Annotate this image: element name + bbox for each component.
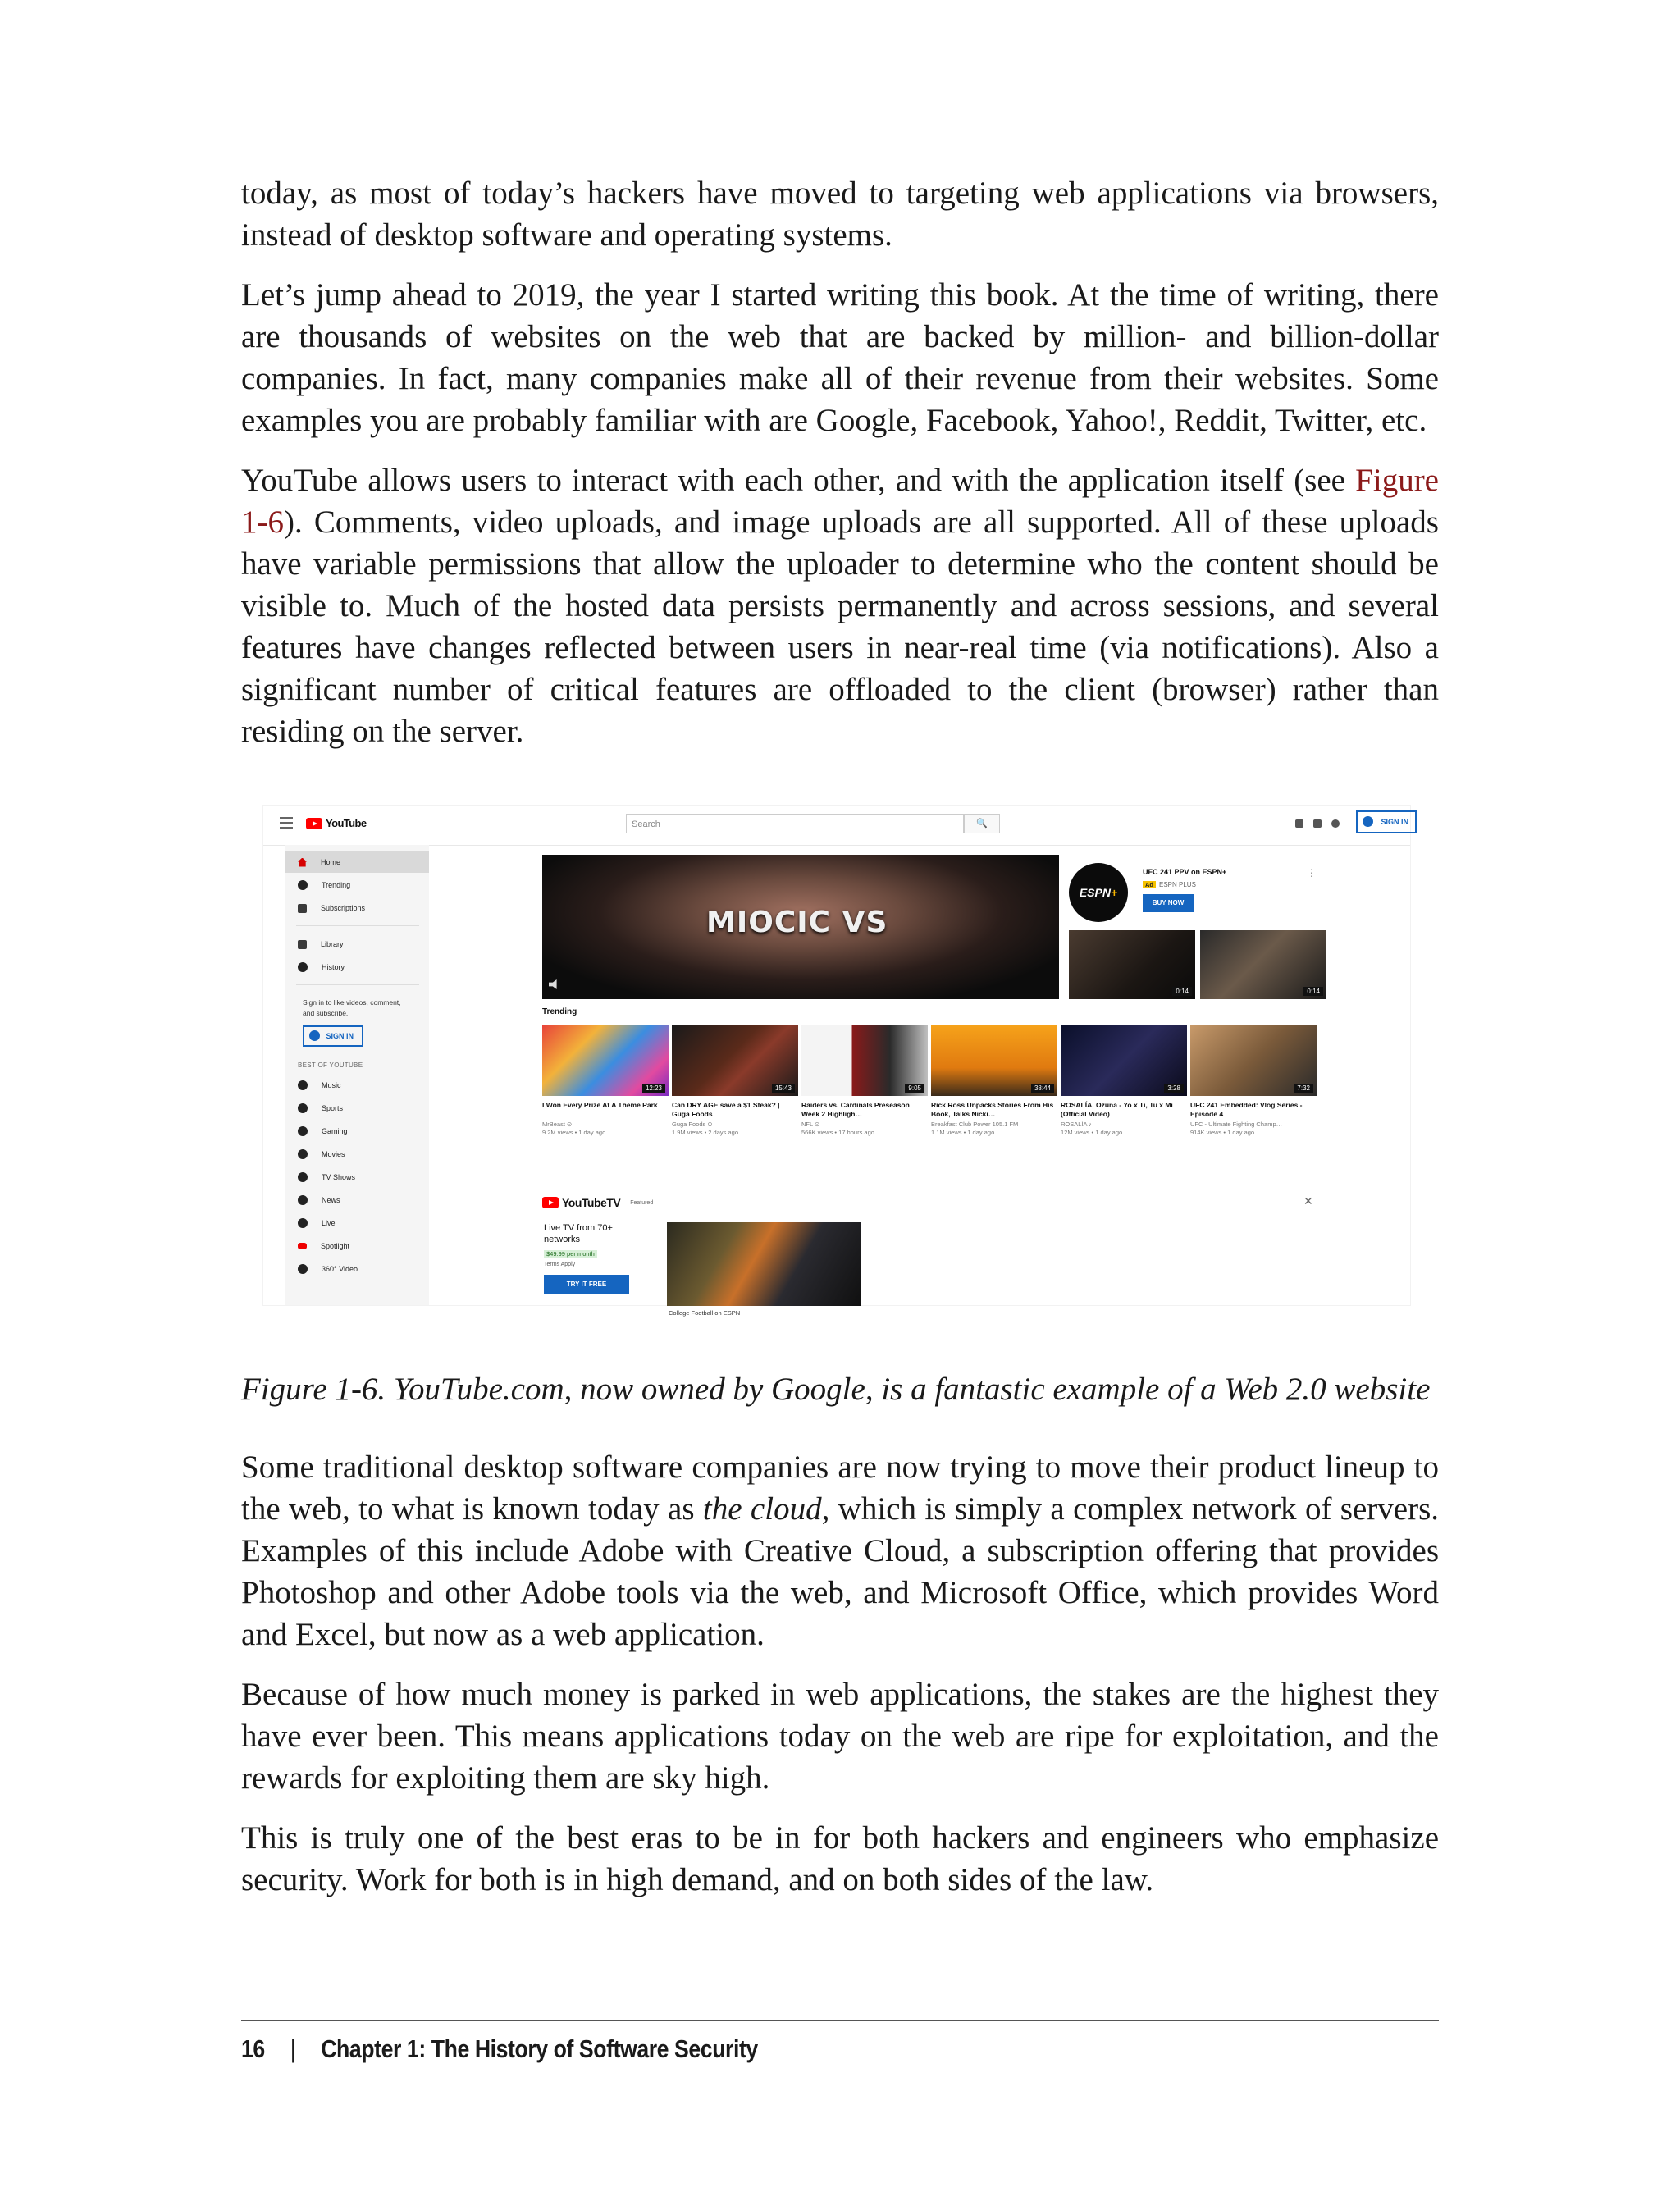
- footer-separator: |: [290, 2034, 296, 2063]
- close-icon[interactable]: ✕: [1303, 1194, 1313, 1208]
- sidebar-item-subscriptions[interactable]: [285, 897, 429, 919]
- subscriptions-icon: [298, 904, 307, 913]
- video-title[interactable]: I Won Every Prize At A Theme Park: [542, 1101, 658, 1109]
- video-meta: [1190, 1121, 1313, 1137]
- video-channel[interactable]: MrBeast ⊙: [542, 1121, 573, 1128]
- ad-title: UFC 241 PPV on ESPN+: [1143, 868, 1227, 876]
- figure-container: [241, 765, 1439, 1368]
- movies-icon: [298, 1149, 308, 1159]
- duration-badge: 0:14: [1172, 987, 1192, 996]
- sidebar-item-label: Live: [322, 1219, 336, 1227]
- yt-sidebar: [285, 845, 429, 1305]
- search-icon[interactable]: 🔍: [964, 814, 1000, 833]
- sports-icon: [298, 1103, 308, 1113]
- video-channel[interactable]: UFC - Ultimate Fighting Champ…: [1190, 1121, 1283, 1128]
- duration-badge: 7:32: [1294, 1084, 1313, 1093]
- video-stats: 1.1M views • 1 day ago: [931, 1129, 995, 1136]
- page-body: [241, 172, 1439, 1919]
- tv-headline: Live TV from 70+ networks: [544, 1223, 613, 1244]
- espn-logo-text: ESPN: [1079, 886, 1111, 899]
- spotlight-icon: [298, 1243, 307, 1249]
- trending-heading: Trending: [542, 1007, 578, 1016]
- video-thumbnail[interactable]: [1061, 1025, 1187, 1096]
- yt-top-bar: [263, 806, 1410, 846]
- sidebar-item-tv-shows[interactable]: [285, 1166, 429, 1188]
- yt-sign-in-top-label: SIGN IN: [1381, 818, 1408, 826]
- video-title[interactable]: UFC 241 Embedded: Vlog Series - Episode 4: [1190, 1101, 1303, 1118]
- sidebar-item-label: Spotlight: [321, 1242, 350, 1250]
- hamburger-menu-icon[interactable]: [280, 817, 293, 829]
- video-thumbnail[interactable]: [931, 1025, 1057, 1096]
- ad-channel: ESPN PLUS: [1159, 881, 1196, 888]
- video-stats: 566K views • 17 hours ago: [801, 1129, 874, 1136]
- paragraph-2: Let’s jump ahead to 2019, the year I started writing this book. At the time of writing, there are thousands of websites on the web that are backed by million- and billion-dollar companies. In fact, many companies make all of their revenue from their websites. Some examples you are probably familiar with are Google, Facebook, Yahoo!, Reddit, Twitter, etc.: [241, 277, 1439, 438]
- hero-title: MIOCIC VS: [706, 906, 888, 939]
- video-meta: [801, 1121, 924, 1137]
- video-title[interactable]: ROSALÍA, Ozuna - Yo x Ti, Tu x Mi (Official Video): [1061, 1101, 1173, 1118]
- sidebar-item-history[interactable]: [285, 956, 429, 978]
- video-stats: 1.9M views • 2 days ago: [672, 1129, 738, 1136]
- espn-logo-plus: +: [1110, 886, 1118, 899]
- sidebar-item-label: Movies: [322, 1150, 345, 1158]
- video-title[interactable]: Raiders vs. Cardinals Preseason Week 2 Highligh…: [801, 1101, 910, 1118]
- sidebar-item-360-video[interactable]: [285, 1258, 429, 1280]
- sidebar-divider: [296, 984, 419, 985]
- 360-icon: [298, 1264, 308, 1274]
- video-meta: [672, 1121, 795, 1137]
- sidebar-item-spotlight[interactable]: [285, 1235, 429, 1257]
- video-channel[interactable]: NFL ⊙: [801, 1121, 820, 1128]
- music-icon: [298, 1080, 308, 1090]
- sidebar-item-home[interactable]: [285, 851, 429, 873]
- sidebar-item-library[interactable]: [285, 934, 429, 955]
- video-meta: [542, 1121, 665, 1137]
- sidebar-item-label: Trending: [322, 881, 351, 889]
- sidebar-item-music[interactable]: [285, 1075, 429, 1096]
- yt-sign-in-button-top[interactable]: [1356, 810, 1417, 833]
- news-icon: [298, 1195, 308, 1205]
- more-options-icon[interactable]: ⋮: [1307, 867, 1317, 879]
- sidebar-item-trending[interactable]: [285, 874, 429, 896]
- paragraph-1: today, as most of today’s hackers have moved to targeting web applications via browsers, instead of desktop software and operating systems.: [241, 176, 1439, 253]
- paragraph-youtube: [241, 459, 1439, 752]
- espn-plus-logo[interactable]: [1069, 863, 1128, 922]
- footer-rule: [241, 2020, 1439, 2021]
- video-meta: [1061, 1121, 1184, 1137]
- video-stats: 914K views • 1 day ago: [1190, 1129, 1255, 1136]
- sidebar-item-label: Sports: [322, 1104, 344, 1112]
- youtube-screenshot: [262, 805, 1411, 1317]
- video-channel[interactable]: Breakfast Club Power 105.1 FM: [931, 1121, 1019, 1128]
- flame-icon: [298, 880, 308, 890]
- sidebar-item-news[interactable]: [285, 1189, 429, 1211]
- ad-badge-row: [1143, 881, 1196, 888]
- sidebar-item-live[interactable]: [285, 1212, 429, 1234]
- sidebar-item-label: Home: [321, 858, 341, 866]
- duration-badge: 15:43: [772, 1084, 795, 1093]
- video-meta: [931, 1121, 1054, 1137]
- sidebar-item-label: Subscriptions: [321, 904, 366, 912]
- paragraph-cloud: [241, 1446, 1439, 1655]
- yt-logo[interactable]: [306, 817, 366, 829]
- tv-price: $49.99 per month: [544, 1250, 597, 1258]
- yt-logo-text: YouTube: [326, 817, 367, 829]
- youtube-play-icon: [306, 818, 322, 829]
- account-icon: [1363, 816, 1373, 827]
- sidebar-sign-in-note: Sign in to like videos, comment, and subscribe.: [303, 998, 401, 1017]
- paragraph-cloud-text-b: , which is simply a complex network of servers. Examples of this include Adobe with Creative Cloud, a subscription offering that provides Photoshop and other Adobe tools via the web, and Microsoft Office, which provides Word and Excel, but now as a web application.: [241, 1491, 1440, 1652]
- video-thumbnail[interactable]: [542, 1025, 669, 1096]
- paragraph-stakes: Because of how much money is parked in web applications, the stakes are the highest they have ever been. This means applications today on the web are ripe for exploitation, and the rewards for exploiting them are sky high.: [241, 1677, 1439, 1796]
- mute-icon[interactable]: [549, 979, 559, 989]
- video-stats: 12M views • 1 day ago: [1061, 1129, 1123, 1136]
- home-icon: [298, 858, 307, 867]
- video-camera-icon[interactable]: [1295, 819, 1303, 828]
- video-stats: 9.2M views • 1 day ago: [542, 1129, 606, 1136]
- emphasis-the-cloud: the cloud: [702, 1491, 822, 1527]
- sidebar-item-label: Music: [322, 1081, 341, 1089]
- page-number: 16: [241, 2034, 265, 2063]
- account-icon: [309, 1030, 320, 1041]
- best-of-youtube-heading: BEST OF YOUTUBE: [298, 1061, 363, 1069]
- yt-search-input[interactable]: Search: [626, 814, 964, 833]
- figure-caption: Figure 1-6. YouTube.com, now owned by Google, is a fantastic example of a Web 2.0 website: [241, 1372, 1431, 1407]
- featured-label: Featured: [630, 1199, 654, 1206]
- duration-badge: 0:14: [1303, 987, 1323, 996]
- ad-badge: Ad: [1143, 881, 1156, 888]
- ad-thumbnail[interactable]: [1069, 930, 1195, 999]
- youtube-tv-logo[interactable]: [542, 1196, 653, 1209]
- youtube-tv-logo-text: YouTubeTV: [562, 1196, 621, 1209]
- video-thumbnail[interactable]: [1190, 1025, 1317, 1096]
- try-it-free-button[interactable]: TRY IT FREE: [544, 1275, 629, 1294]
- sidebar-item-label: Library: [321, 940, 344, 948]
- paragraph-cloud-text-a: Some traditional desktop software companies are now trying to move their product lineup to the web, to what is known today as: [241, 1449, 1439, 1527]
- tv-icon: [298, 1172, 308, 1182]
- sidebar-item-label: History: [322, 963, 345, 971]
- paragraph-youtube-text-a: YouTube allows users to interact with each other, and with the application itself (see: [241, 463, 1356, 498]
- duration-badge: 12:23: [642, 1084, 665, 1093]
- video-thumbnail[interactable]: [801, 1025, 928, 1096]
- sidebar-item-label: 360° Video: [322, 1265, 358, 1273]
- yt-hero-video[interactable]: [542, 855, 1059, 999]
- video-thumbnail[interactable]: [672, 1025, 798, 1096]
- running-chapter-title: Chapter 1: The History of Software Security: [321, 2034, 758, 2063]
- history-icon: [298, 962, 308, 972]
- video-channel[interactable]: Guga Foods ⊙: [672, 1121, 713, 1128]
- messages-icon[interactable]: [1331, 819, 1340, 828]
- folder-icon: [298, 940, 307, 949]
- youtube-play-icon: [542, 1197, 559, 1208]
- duration-badge: 38:44: [1031, 1084, 1054, 1093]
- video-channel[interactable]: ROSALÍA ♪: [1061, 1121, 1092, 1128]
- duration-badge: 3:28: [1164, 1084, 1184, 1093]
- sidebar-item-gaming[interactable]: [285, 1121, 429, 1142]
- sidebar-item-label: TV Shows: [322, 1173, 356, 1181]
- yt-sign-in-sidebar-label: SIGN IN: [326, 1032, 354, 1040]
- video-title[interactable]: Rick Ross Unpacks Stories From His Book, Talks Nicki…: [931, 1101, 1054, 1118]
- duration-badge: 9:05: [905, 1084, 924, 1093]
- live-icon: [298, 1218, 308, 1228]
- video-title[interactable]: Can DRY AGE save a $1 Steak? | Guga Foods: [672, 1101, 780, 1118]
- gaming-icon: [298, 1126, 308, 1136]
- buy-now-button[interactable]: BUY NOW: [1143, 894, 1194, 912]
- tv-thumbnail[interactable]: [667, 1222, 861, 1306]
- sidebar-divider: [296, 925, 419, 926]
- yt-sign-in-button-sidebar[interactable]: [303, 1025, 363, 1047]
- sidebar-item-movies[interactable]: [285, 1144, 429, 1165]
- paragraph-youtube-text-b: ). Comments, video uploads, and image uploads are all supported. All of these uploads have variable permissions that allow the uploader to determine who the content should be visible to. Much of the hosted data persists permanently and across sessions, and several features have changes reflected between users in near-real time (via notifications). Also a significant number of critical features are offloaded to the client (browser) rather than residing on the server.: [241, 504, 1439, 749]
- apps-grid-icon[interactable]: [1313, 819, 1322, 828]
- sidebar-item-sports[interactable]: [285, 1098, 429, 1119]
- tv-terms-link[interactable]: Terms Apply: [544, 1262, 576, 1267]
- tv-thumbnail-caption: College Football on ESPN: [669, 1309, 741, 1317]
- paragraph-eras: This is truly one of the best eras to be in for both hackers and engineers who emphasize security. Work for both is in high demand, and on both sides of the law.: [241, 1820, 1439, 1897]
- figure-reference-link[interactable]: Figure 1-6: [241, 463, 1439, 540]
- sidebar-item-label: Gaming: [322, 1127, 348, 1135]
- page-footer: [241, 2034, 758, 2064]
- ad-thumbnail[interactable]: [1200, 930, 1326, 999]
- sidebar-item-label: News: [322, 1196, 340, 1204]
